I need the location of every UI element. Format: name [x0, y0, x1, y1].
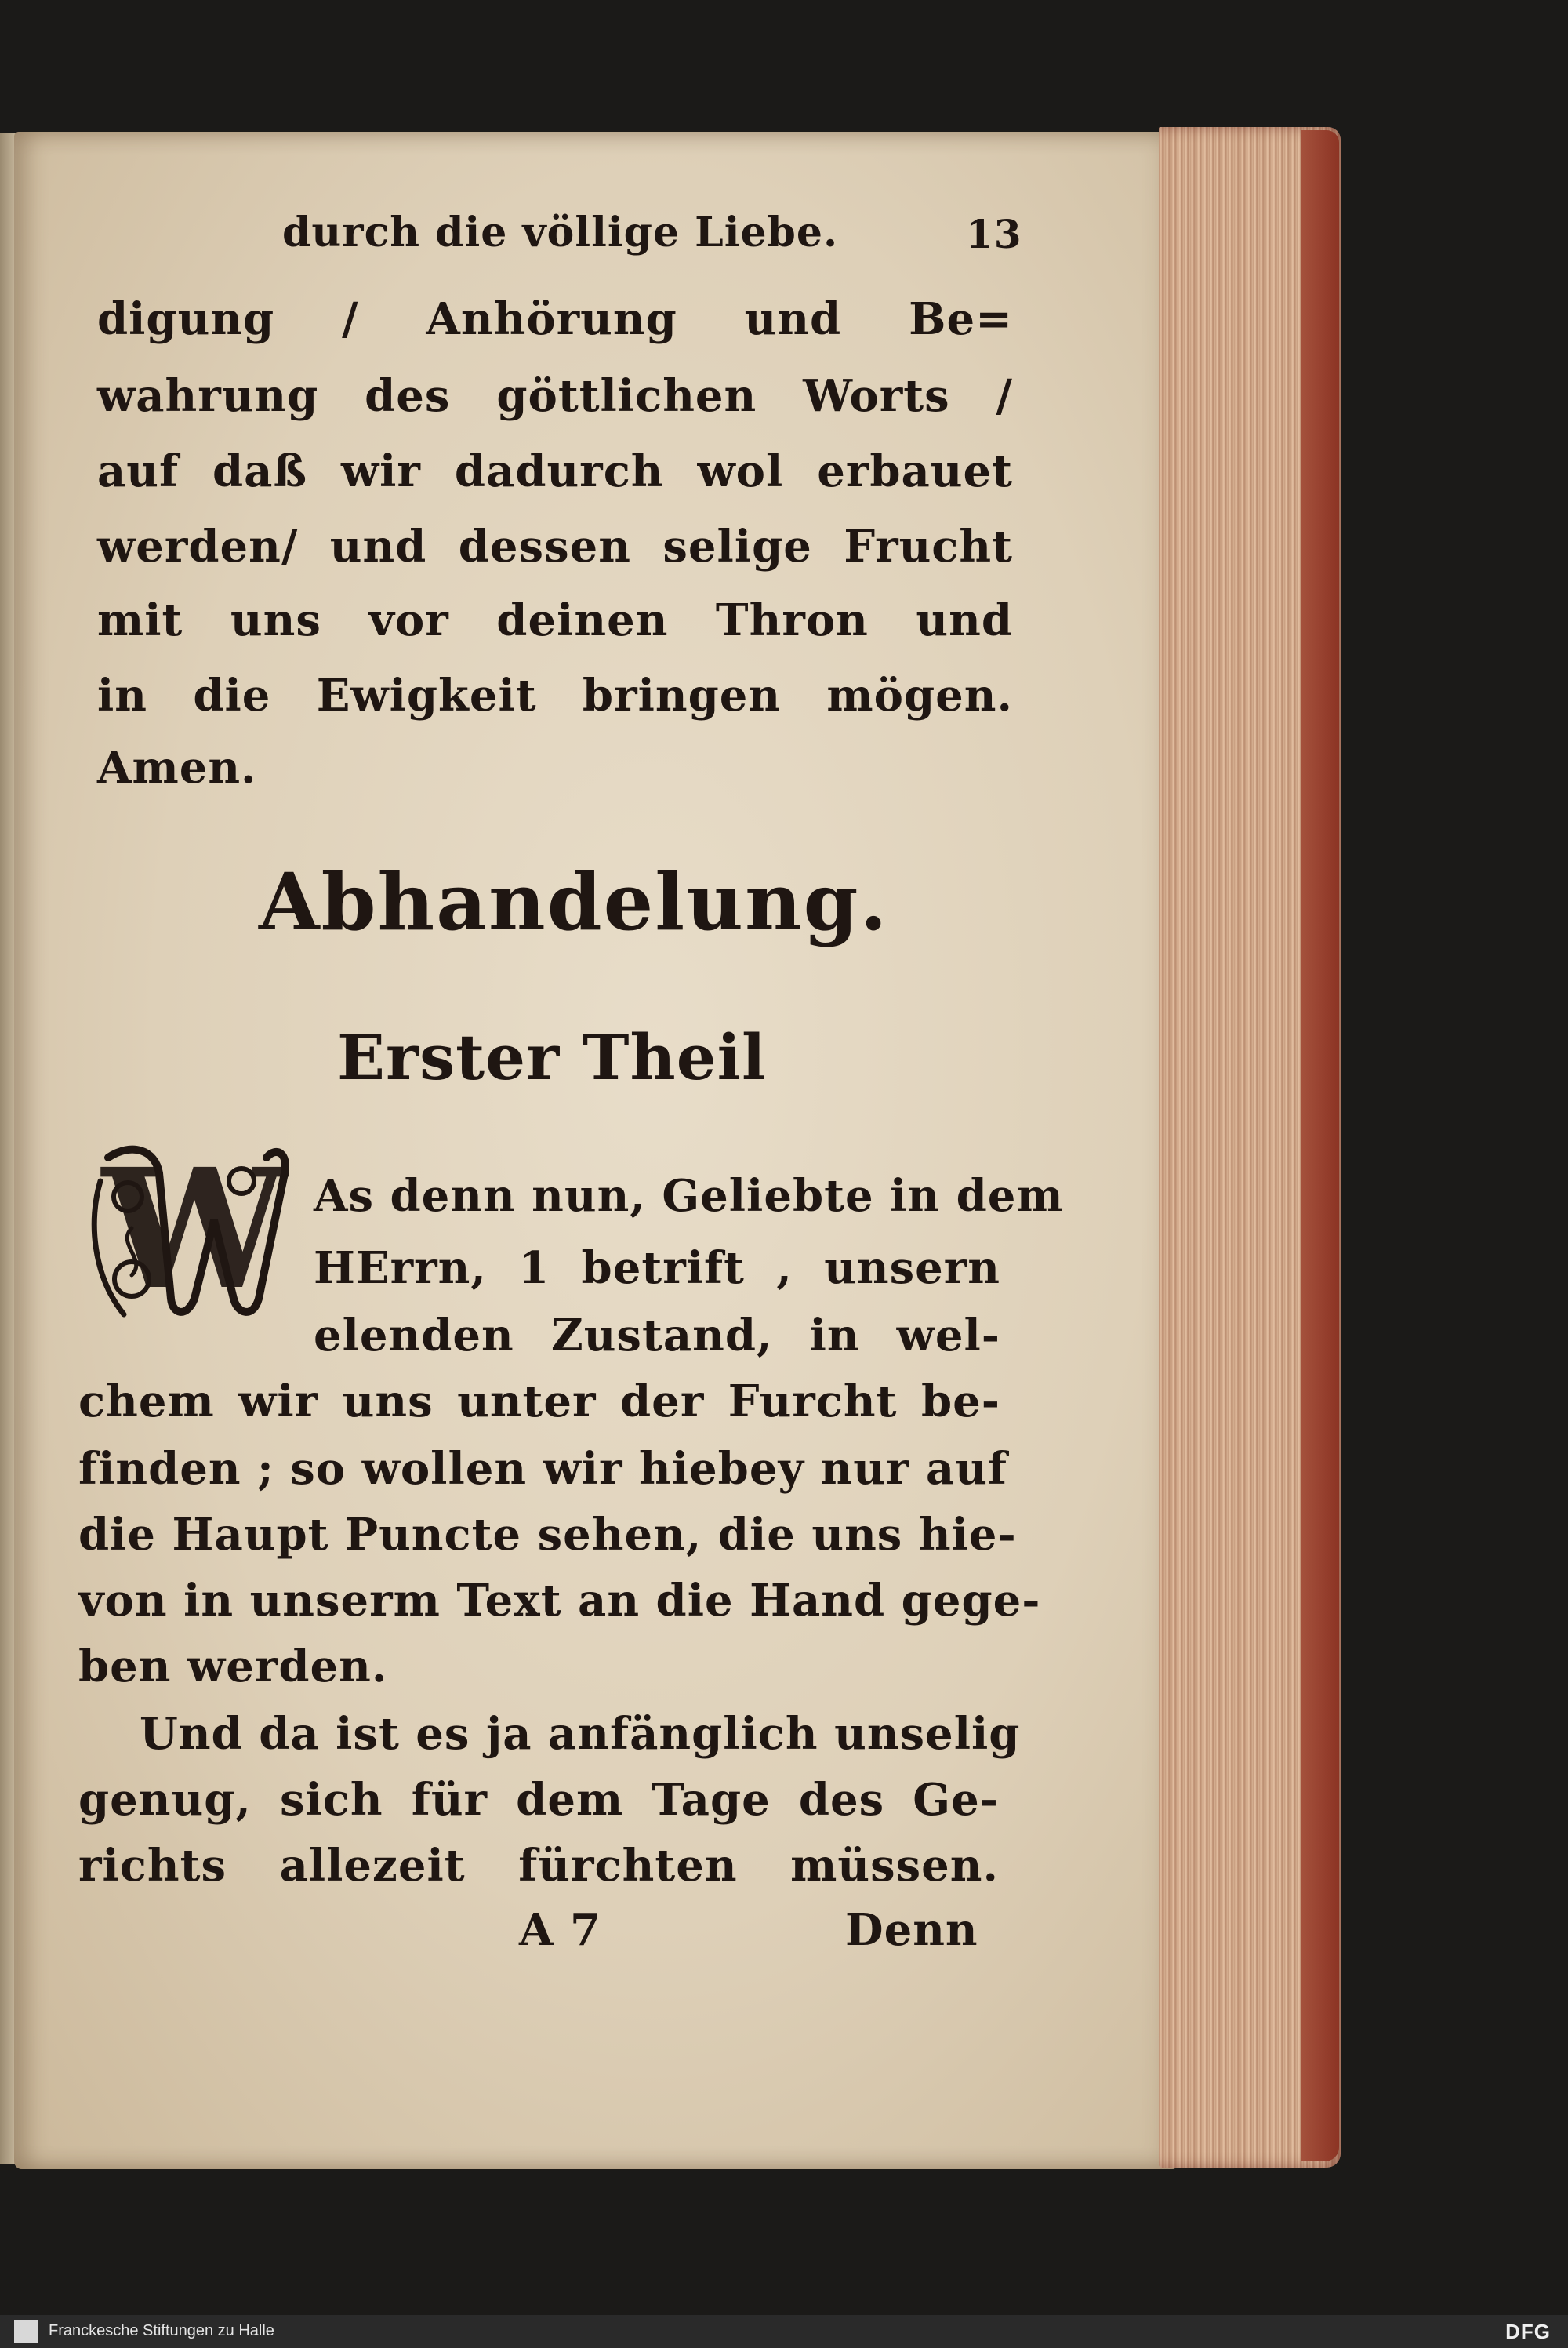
text-line: die Haupt Puncte sehen, die uns hie- — [78, 1509, 1017, 1561]
page-number: 13 — [966, 211, 1022, 257]
text-line: mit uns vor deinen Thron und — [97, 594, 1013, 646]
text-line: wahrung des göttlichen Worts / — [97, 370, 1013, 422]
dfg-logo: DFG — [1505, 2320, 1551, 2343]
text-line: werden/ und dessen selige Frucht — [97, 521, 1013, 572]
text-line: digung / Anhörung und Be= — [97, 293, 1013, 345]
text-line: von in unserm Text an die Hand gege- — [78, 1575, 1041, 1627]
running-head: durch die völlige Liebe. — [282, 209, 839, 256]
text-line: finden ; so wollen wir hiebey nur auf — [78, 1443, 1007, 1495]
institution-name[interactable]: Franckesche Stiftungen zu Halle — [49, 2322, 274, 2339]
text-line: ben werden. — [78, 1641, 388, 1692]
part-title: Erster Theil — [337, 1020, 767, 1094]
signature-mark: A 7 — [519, 1904, 601, 1956]
catchword: Denn — [845, 1904, 978, 1956]
decorated-initial-w — [85, 1126, 304, 1336]
text-line: Amen. — [97, 742, 257, 794]
text-line: richts allezeit fürchten müssen. — [78, 1840, 999, 1892]
section-title: Abhandelung. — [259, 856, 889, 948]
initial-letter: W — [102, 1132, 287, 1326]
text-line: auf daß wir dadurch wol erbauet — [97, 445, 1013, 497]
text-line: As denn nun, Geliebte in dem — [314, 1170, 1064, 1222]
text-line: chem wir uns unter der Furcht be- — [78, 1376, 1000, 1427]
institution-logo-icon — [14, 2320, 38, 2343]
text-line: HErrn, 1 betrift , unsern — [314, 1242, 1000, 1294]
text-line: Und da ist es ja anfänglich unselig — [140, 1708, 1021, 1760]
text-line: in die Ewigkeit bringen mögen. — [97, 670, 1013, 721]
text-line: genug, sich für dem Tage des Ge- — [78, 1774, 999, 1826]
footer-bar — [0, 2315, 1568, 2348]
text-line: elenden Zustand, in wel- — [314, 1310, 1000, 1361]
